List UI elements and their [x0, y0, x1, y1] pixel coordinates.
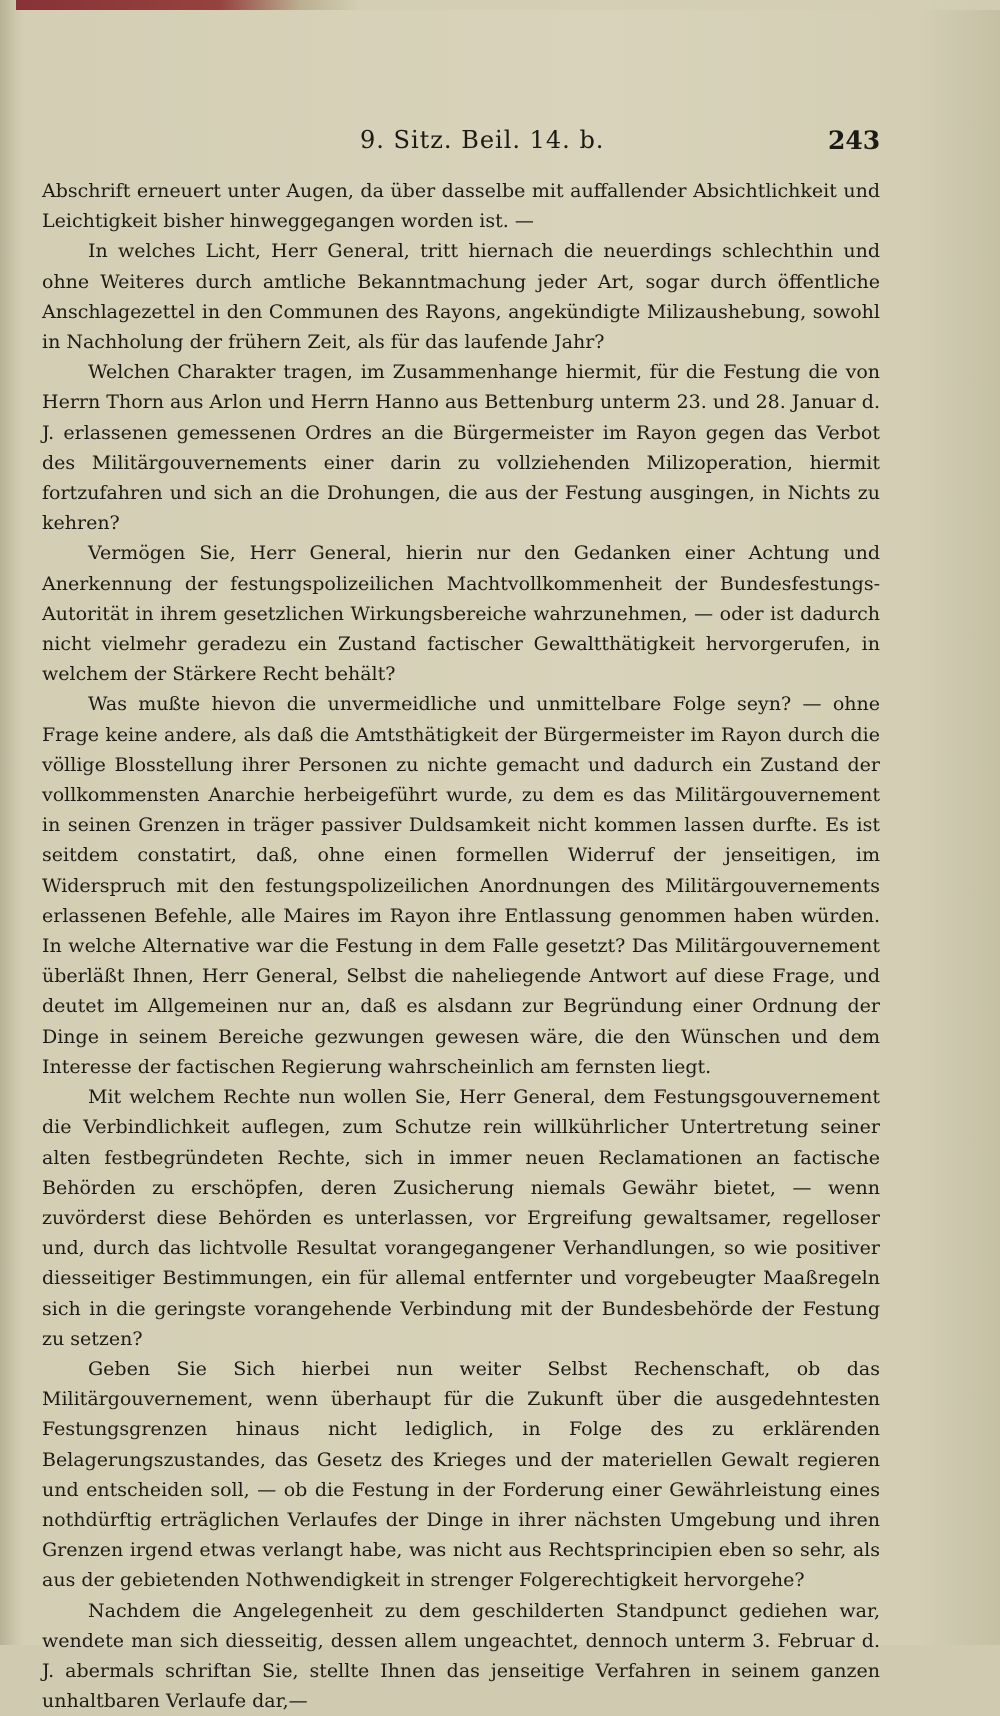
- running-head: 9. Sitz. Beil. 14. b.: [360, 126, 605, 154]
- page-header: [0, 126, 1000, 166]
- paragraph-4: Vermögen Sie, Herr General, hierin nur den Gedanken einer Achtung und Anerkennung der festungspolizeilichen Machtvollkommenheit der Bundesfestungs-Autorität in ihrem gesetzlichen Wirkungsbereiche wahrzunehmen, — oder ist dadurch nicht vielmehr geradezu ein Zustand factischer Gewaltthätigkeit hervorgerufen, in welchem der Stärkere Recht behält?: [42, 542, 880, 686]
- paragraph-7: Geben Sie Sich hierbei nun weiter Selbst Rechenschaft, ob das Militärgouvernement, wenn überhaupt für die Zukunft über die ausgedehntesten Festungsgrenzen hinaus nicht lediglich, in Folge des zu erklärenden Belagerungszustandes, das Gesetz des Krieges und der materiellen Gewalt regieren und entscheiden soll, — ob die Festung in der Forderung einer Gewährleistung eines nothdürftig erträglichen Verlaufes der Dinge in ihrer nächsten Umgebung und ihren Grenzen irgend etwas verlangt habe, was nicht aus Rechtsprincipien eben so sehr, als aus der gebietenden Nothwendigkeit in strenger Folgerechtigkeit hervorgehe?: [42, 1357, 880, 1592]
- paragraph-5: Was mußte hievon die unvermeidliche und unmittelbare Folge seyn? — ohne Frage keine andere, als daß die Amtsthätigkeit der Bürgermeister im Rayon durch die völlige Blosstellung ihrer Personen zu nichte gemacht und dadurch ein Zustand der vollkommensten Anarchie herbeigeführt wurde, zu dem es das Militärgouvernement in seinen Grenzen in träger passiver Duldsamkeit nicht kommen lassen durfte. Es ist seitdem constatirt, daß, ohne einen formellen Widerruf der jenseitigen, im Widerspruch mit den festungspolizeilichen Anordnungen des Militärgouvernements erlassenen Befehle, alle Maires im Rayon ihre Entlassung genommen haben würden. In welche Alternative war die Festung in dem Falle gesetzt? Das Militärgouvernement überläßt Ihnen, Herr General, Selbst die naheliegende Antwort auf diese Frage, und deutet im Allgemeinen nur an, daß es alsdann zur Begründung einer Ordnung der Dinge in seinem Bereiche gezwungen gewesen wäre, die den Wünschen und dem Interesse der factischen Regierung wahrscheinlich am fernsten liegt.: [42, 693, 880, 1078]
- page-top-edge: [0, 0, 1000, 10]
- paragraph-2: In welches Licht, Herr General, tritt hiernach die neuerdings schlechthin und ohne Weiteres durch amtliche Bekanntmachung jeder Art, sogar durch öffentliche Anschlagezettel in den Communen des Rayons, angekündigte Milizaushebung, sowohl in Nachholung der frühern Zeit, als für das laufende Jahr?: [42, 240, 880, 354]
- page-spine-shadow: [0, 0, 16, 1645]
- body-text: [42, 176, 880, 1716]
- paragraph-3: Welchen Charakter tragen, im Zusammenhange hiermit, für die Festung die von Herrn Thorn aus Arlon und Herrn Hanno aus Bettenburg unterm 23. und 28. Januar d. J. erlassenen gemessenen Ordres an die Bürgermeister im Rayon gegen das Verbot des Militärgouvernements einer darin zu vollziehenden Milizoperation, hiermit fortzufahren und sich an die Drohungen, die aus der Festung ausgingen, in Nichts zu kehren?: [42, 361, 880, 535]
- paragraph-1: Abschrift erneuert unter Augen, da über dasselbe mit auffallender Absichtlichkeit und Leichtigkeit bisher hinweggegangen worden ist. —: [42, 180, 880, 233]
- paragraph-6: Mit welchem Rechte nun wollen Sie, Herr General, dem Festungsgouvernement die Verbindlichkeit auflegen, zum Schutze rein willkührlicher Untertretung seiner alten festbegründeten Rechte, sich in immer neuen Reclamationen an factische Behörden zu erschöpfen, deren Zusicherung niemals Gewähr bietet, — wenn zuvörderst diese Behörden es unterlassen, vor Ergreifung gewaltsamer, regelloser und, durch das lichtvolle Resultat vorangegangener Verhandlungen, so wie positiver diesseitiger Bestimmungen, ein für allemal entfernter und vorgebeugter Maaßregeln sich in die geringste vorangehende Verbindung mit der Bundesbehörde der Festung zu setzen?: [42, 1086, 880, 1350]
- paragraph-8: Nachdem die Angelegenheit zu dem geschilderten Standpunct gediehen war, wendete man sich diesseitig, dessen allem ungeachtet, dennoch unterm 3. Februar d. J. abermals schriftan Sie, stellte Ihnen das jenseitige Verfahren in seinem ganzen unhaltbaren Verlaufe dar,—: [42, 1599, 880, 1713]
- page-number: 243: [828, 126, 881, 155]
